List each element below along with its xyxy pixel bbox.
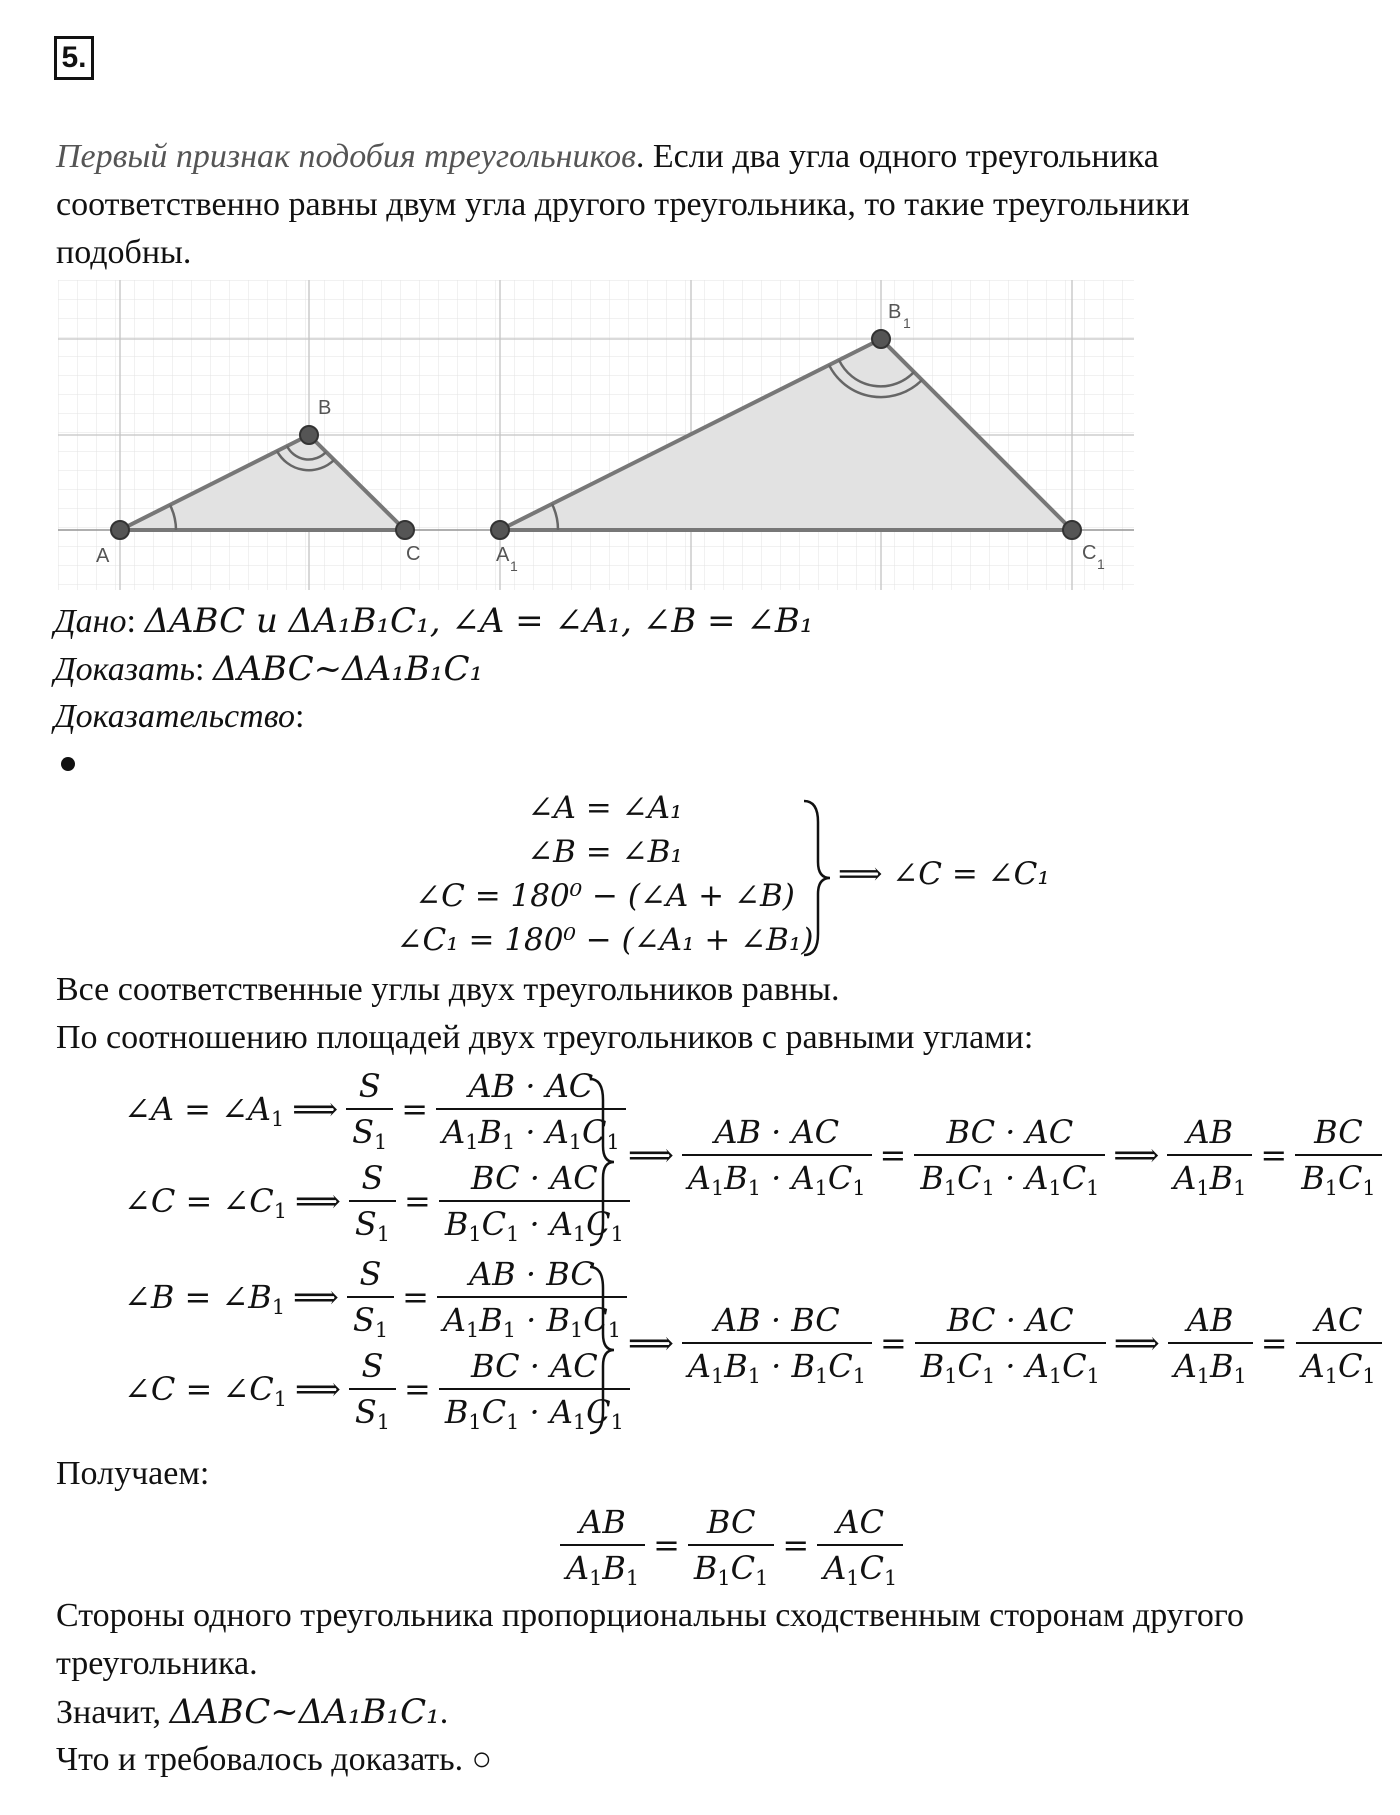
block2-brace	[586, 1264, 618, 1436]
label-b: B	[318, 397, 332, 419]
triangles-figure	[58, 280, 1134, 590]
given-math: ΔABC и ΔA₁B₁C₁, ∠A = ∠A₁, ∠B = ∠B₁	[144, 601, 814, 641]
system1-line-3: ∠C = 180⁰ − (∠A + ∠B)	[415, 878, 795, 914]
block2-row2: ∠C = $\angle C_1$ ⟹ $\frac{S}{S_1}$ = $\frac{BC \cdot AC}{B_1C_1 \cdot A_1C_1}$	[124, 1344, 630, 1434]
prove-math: ΔABC~ΔA₁B₁C₁	[212, 649, 484, 689]
label-a1: A	[496, 544, 510, 566]
label-c1-sub: 1	[1097, 556, 1105, 572]
qed-text: Что и требовалось доказать. ○	[56, 1741, 493, 1778]
theorem-name: Первый признак подобия треугольников	[56, 138, 636, 175]
bullet	[61, 757, 75, 771]
label-c: C	[406, 543, 421, 565]
point-c1	[1063, 521, 1081, 539]
prove-label: Доказать	[54, 651, 195, 688]
theorem-line-1-rest: . Если два угла одного треугольника	[635, 138, 1159, 175]
block1-row1: ∠A = $\angle A_1$ ⟹ $\frac{S}{S_1}$ = $\frac{AB \cdot AC}{A_1B_1 \cdot A_1C_1}$	[124, 1064, 626, 1154]
point-a	[111, 521, 129, 539]
point-a1	[491, 521, 509, 539]
sides-text-1: Стороны одного треугольника пропорциональны сходственным сторонам другого	[56, 1597, 1244, 1634]
label-a1-sub: 1	[510, 558, 518, 574]
area-ratio-text: По соотношению площадей двух треугольников с равными углами:	[56, 1019, 1034, 1056]
system1-result: ⟹ ∠C = ∠C₁	[838, 856, 1050, 892]
point-b	[300, 426, 318, 444]
final-proportion: $\frac{AB}{A_1B_1}$ = $\frac{BC}{B_1C_1}$ = $\frac{AC}{A_1C_1}$	[560, 1500, 903, 1590]
system1	[390, 786, 820, 962]
theorem-line-3: подобны.	[56, 234, 192, 271]
system1-brace	[800, 798, 834, 958]
given-line: Дано: ΔABC и ΔA₁B₁C₁, ∠A = ∠A₁, ∠B = ∠B₁	[54, 601, 814, 641]
block1-result: ⟹ $\frac{AB \cdot AC}{A_1B_1 \cdot A_1C_1}$ = $\frac{BC \cdot AC}{B_1C_1 \cdot A_1C_1}$ ⟹ $\frac{AB}{A_1B_1}$ = $\frac{BC}{B_1C_1}$	[620, 1110, 1382, 1200]
theorem-line-1	[56, 133, 1159, 181]
point-b1	[872, 330, 890, 348]
label-b1: B	[888, 301, 902, 323]
task-number: 5.	[54, 36, 94, 80]
proof-line: Доказательство:	[54, 698, 305, 735]
label-c1: C	[1082, 542, 1097, 564]
system1-line-4: ∠C₁ = 180⁰ − (∠A₁ + ∠B₁)	[396, 922, 814, 958]
block1-brace	[586, 1076, 618, 1248]
block1-row2: ∠C = $\angle C_1$ ⟹ $\frac{S}{S_1}$ = $\frac{BC \cdot AC}{B_1C_1 \cdot A_1C_1}$	[124, 1156, 630, 1246]
therefore-math: ΔABC~ΔA₁B₁C₁	[169, 1692, 440, 1732]
given-label: Дано	[54, 603, 127, 640]
therefore-line: Значит, ΔABC~ΔA₁B₁C₁.	[56, 1692, 449, 1732]
therefore-label: Значит,	[56, 1694, 162, 1731]
block2-row1: ∠B = $\angle B_1$ ⟹ $\frac{S}{S_1}$ = $\frac{AB \cdot BC}{A_1B_1 \cdot B_1C_1}$	[124, 1252, 627, 1342]
sides-text-2: треугольника.	[56, 1645, 258, 1682]
system1-line-2: ∠B = ∠B₁	[527, 834, 683, 870]
point-c	[396, 521, 414, 539]
proof-label: Доказательство	[54, 698, 296, 735]
all-angles-text: Все соответственные углы двух треугольников равны.	[56, 971, 840, 1008]
theorem-line-2: соответственно равны двум угла другого треугольника, то такие треугольники	[56, 186, 1190, 223]
prove-line: Доказать: ΔABC~ΔA₁B₁C₁	[54, 649, 484, 689]
label-b1-sub: 1	[903, 315, 911, 331]
block2-result: ⟹ $\frac{AB \cdot BC}{A_1B_1 \cdot B_1C_1}$ = $\frac{BC \cdot AC}{B_1C_1 \cdot A_1C_1}$ ⟹ $\frac{AB}{A_1B_1}$ = $\frac{AC}{A_1C_1}$	[620, 1298, 1382, 1388]
get-text: Получаем:	[56, 1455, 210, 1492]
label-a: A	[96, 545, 110, 567]
system1-line-1: ∠A = ∠A₁	[527, 790, 683, 826]
